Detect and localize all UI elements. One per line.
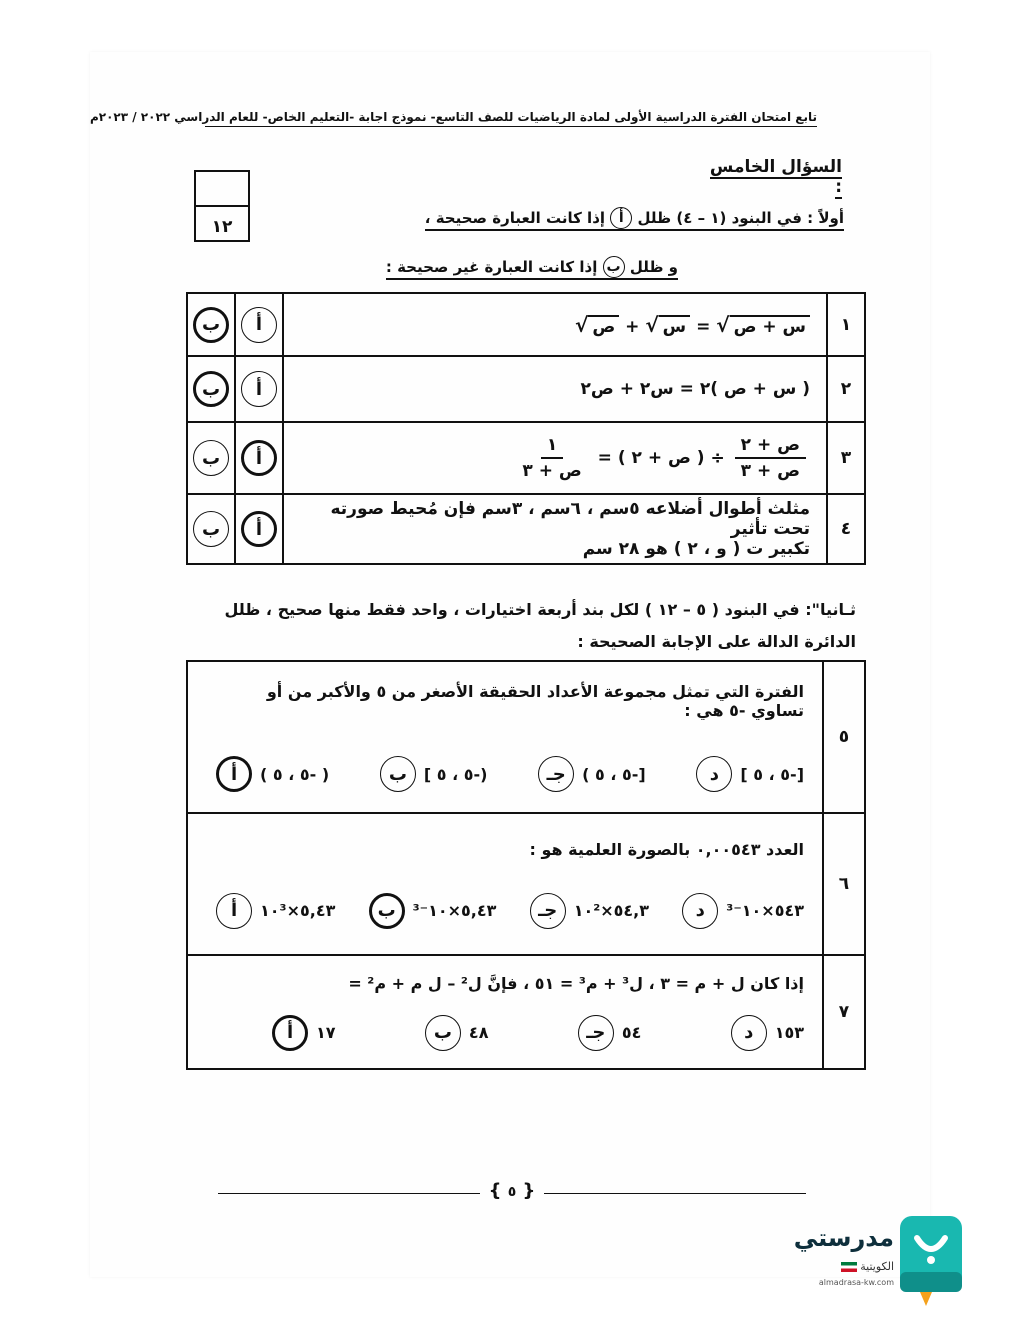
option[interactable]: أ ١٧ (272, 1015, 336, 1051)
option-bubble[interactable]: أ (216, 893, 252, 929)
table-row (187, 356, 865, 422)
option-b-bubble[interactable]: ب (193, 371, 229, 407)
option-bubble[interactable]: أ (216, 756, 252, 792)
option-bubble[interactable]: د (682, 893, 718, 929)
option[interactable]: ب ٥,٤٣×١٠⁻³ (369, 893, 497, 929)
score-box (194, 170, 250, 242)
exam-header: تابع امتحان الفترة الدراسية الأولى لمادة الرياضيات للصف التاسع- نموذج اجابة -التعليم الخاص- للعام الدراسي ٢٠٢٢ / ٢٠٢٣م (205, 110, 817, 127)
item-number: ٣ (827, 422, 865, 494)
table-row (187, 955, 865, 1069)
item-statement: $\frac{\text{ص + ٢}}{\text{ص + ٣}}$ ÷ ( ص + ٢ ) = $\frac{١}{\text{ص + ٣}}$ (283, 422, 827, 494)
table-row (187, 813, 865, 955)
item-number: ٢ (827, 356, 865, 422)
option-b-bubble[interactable]: ب (193, 307, 229, 343)
table-row (187, 494, 865, 564)
page-number: ٥ (507, 1184, 517, 1200)
options-row (216, 893, 804, 929)
option[interactable]: د [-٥ ، ٥ ] (696, 756, 804, 792)
option[interactable]: جـ ٥٤ (578, 1015, 642, 1051)
option-a-bubble[interactable]: أ (241, 307, 277, 343)
item-statement: مثلث أطوال أضلاعه ٥سم ، ٦سم ، ٣سم فإن مُحيط صورته تحت تأثير تكبير ت ( و ، ٢ ) هو ٢٨ سم (283, 494, 827, 564)
option-a-bubble[interactable]: أ (241, 371, 277, 407)
options-row (216, 1015, 804, 1051)
kuwait-flag-icon (841, 1262, 857, 1272)
question-number: ٥ (823, 661, 865, 813)
option-bubble[interactable]: ب (425, 1015, 461, 1051)
brand-name: مدرستي (793, 1224, 894, 1252)
option-b-bubble[interactable]: ب (193, 511, 229, 547)
item-number: ١ (827, 293, 865, 356)
option[interactable]: أ ( -٥ ، ٥ ) (216, 756, 329, 792)
option[interactable]: أ ٥,٤٣×١٠³ (216, 893, 335, 929)
option-bubble[interactable]: جـ (530, 893, 566, 929)
part2-instruction-1: ثـانيا": في البنود ( ٥ – ١٢ ) لكل بند أربعة اختيارات ، واحد فقط منها صحيح ، ظلل (224, 600, 856, 619)
option-bubble[interactable]: أ (272, 1015, 308, 1051)
part2-instruction-2: الدائرة الدالة على الإجابة الصحيحة : (577, 632, 856, 651)
part1-instruction-b: و ظلل ب إذا كانت العبارة غير صحيحة : (392, 256, 678, 278)
part1-instruction-a: أولاً : في البنود (١ – ٤) ظلل أ إذا كانت العبارة صحيحة ، (414, 207, 844, 229)
option-a-bubble[interactable]: أ (241, 511, 277, 547)
option-bubble[interactable]: د (696, 756, 732, 792)
question-number: ٧ (823, 955, 865, 1069)
score-value: ١٢ (211, 217, 233, 237)
option[interactable]: جـ ٥٤,٣×١٠² (530, 893, 649, 929)
options-row (216, 756, 804, 792)
option-b-bubble[interactable]: ب (193, 440, 229, 476)
option-bubble[interactable]: ب (380, 756, 416, 792)
question-number: ٦ (823, 813, 865, 955)
option-bubble[interactable]: جـ (578, 1015, 614, 1051)
option-a-bubble[interactable]: أ (241, 440, 277, 476)
brand-url: almadrasa-kw.com (818, 1278, 894, 1287)
table-row (187, 293, 865, 356)
option[interactable]: ب (-٥ ، ٥ ] (380, 756, 488, 792)
question-text: إذا كان ل + م = ٣ ، ل³ + م³ = ٥١ ، فإنَّ ل² – ل م + م² = (348, 973, 804, 993)
circle-a-icon: أ (610, 207, 632, 229)
option-bubble[interactable]: جـ (538, 756, 574, 792)
page-footer: { ٥ } (218, 1180, 806, 1210)
question-text: الفترة التي تمثل مجموعة الأعداد الحقيقة الأصغر من ٥ والأكبر من أو تساوي -٥ هي : (266, 682, 804, 720)
multiple-choice-table (186, 660, 866, 1070)
brand-subtitle: الكويتية (790, 1260, 894, 1273)
question-title: السؤال الخامس : (709, 157, 842, 197)
option[interactable]: د ٥٤٣×١٠⁻³ (682, 893, 804, 929)
item-number: ٤ (827, 494, 865, 564)
true-false-table (186, 292, 866, 565)
question-text: العدد ٠,٠٠٥٤٣ بالصورة العلمية هو : (529, 839, 804, 859)
table-row (187, 422, 865, 494)
item-statement: √ ص + √ س = √ س + ص (283, 293, 827, 356)
table-row (187, 661, 865, 813)
circle-b-icon: ب (603, 256, 625, 278)
option-bubble[interactable]: ب (369, 893, 405, 929)
option[interactable]: ب ٤٨ (425, 1015, 489, 1051)
option-bubble[interactable]: د (731, 1015, 767, 1051)
brand-logo (780, 1212, 970, 1312)
option[interactable]: جـ [-٥ ، ٥ ) (538, 756, 646, 792)
option[interactable]: د ١٥٣ (731, 1015, 804, 1051)
item-statement: ( س + ص )٢ = س٢ + ص٢ (283, 356, 827, 422)
